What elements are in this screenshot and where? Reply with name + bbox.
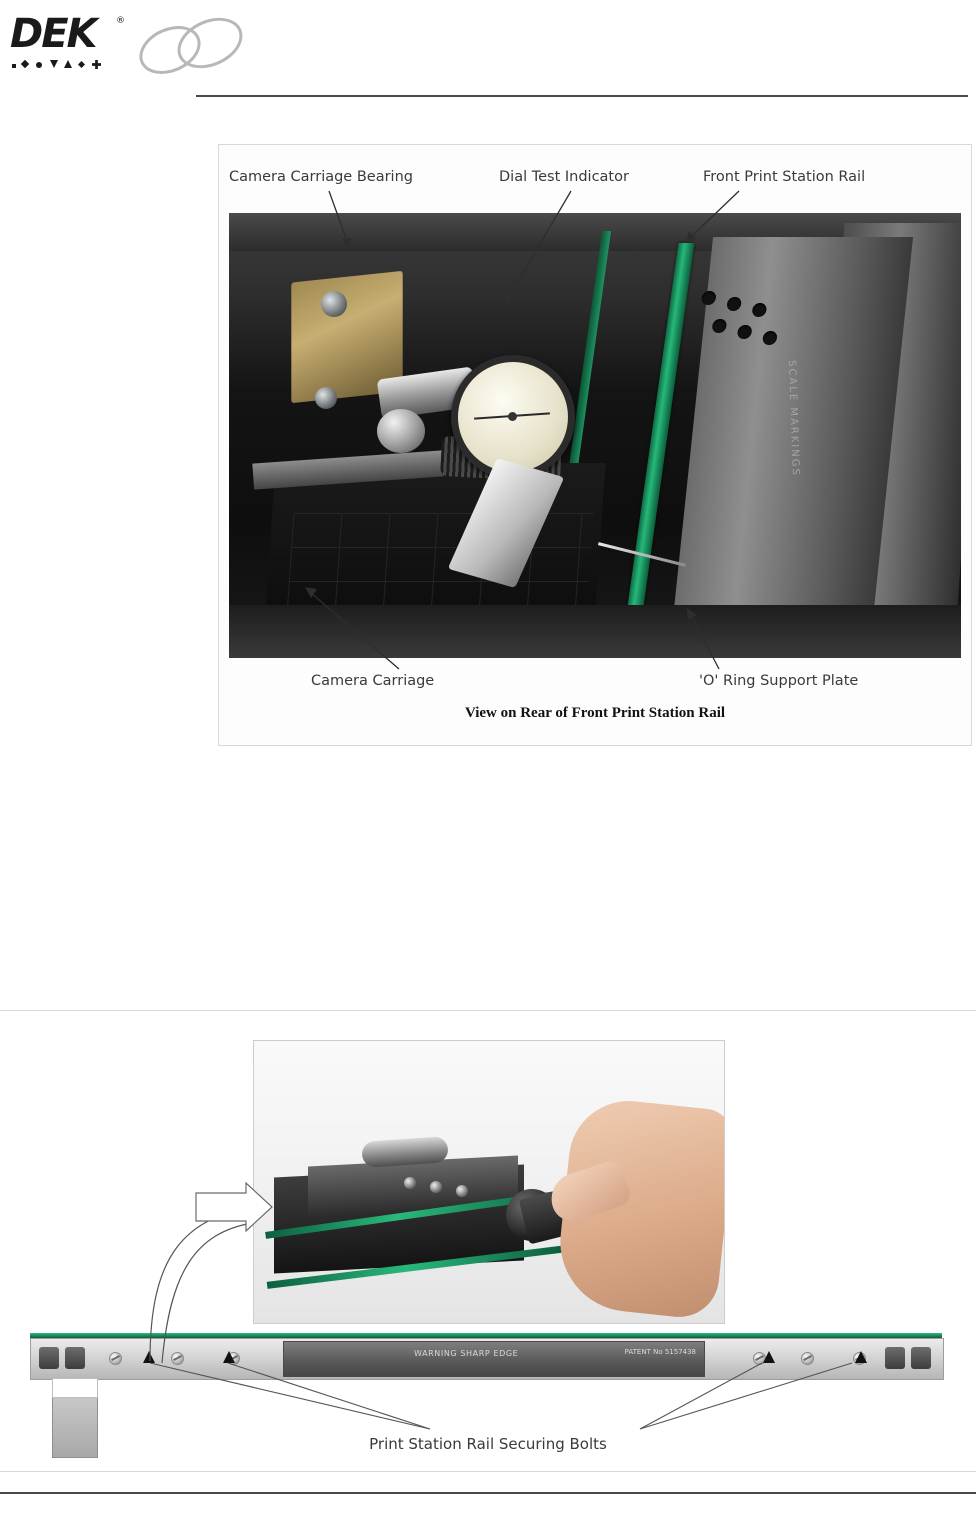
label-front-print-station-rail: Front Print Station Rail bbox=[703, 169, 866, 185]
photo-bearing-bolt-lower bbox=[315, 387, 337, 409]
figure-one-photograph bbox=[229, 213, 961, 658]
label-camera-carriage: Camera Carriage bbox=[311, 673, 435, 689]
photo-ball-joint bbox=[377, 409, 425, 453]
figure-print-station-rail bbox=[0, 1010, 976, 1472]
photo-rail-engraving: SCALE MARKINGS bbox=[785, 359, 801, 478]
rail-support-leg-bracket bbox=[52, 1378, 98, 1398]
securing-bolt-marker-1 bbox=[143, 1351, 155, 1363]
securing-bolt-marker-4 bbox=[855, 1351, 867, 1363]
photo-dial-test-indicator-face bbox=[451, 355, 575, 479]
inset-bolt-1 bbox=[404, 1177, 416, 1189]
label-dial-test-indicator: Dial Test Indicator bbox=[499, 169, 629, 185]
logo-triangle-up-icon bbox=[64, 60, 72, 68]
rail-end-block-left-2 bbox=[65, 1347, 85, 1369]
rail-screw-11 bbox=[801, 1352, 814, 1365]
logo-circle-icon bbox=[36, 62, 42, 68]
securing-bolt-marker-2 bbox=[223, 1351, 235, 1363]
rail-patent-text: PATENT No 5157438 bbox=[624, 1348, 696, 1356]
inset-bolt-3 bbox=[456, 1185, 468, 1197]
footer-divider bbox=[0, 1492, 976, 1494]
header-divider bbox=[196, 95, 968, 97]
figure-dial-test-indicator bbox=[218, 144, 972, 746]
figure-two-inset-photograph bbox=[253, 1040, 725, 1324]
logo-wordmark: DEK bbox=[10, 11, 96, 57]
rail-screw-2 bbox=[171, 1352, 184, 1365]
dek-logo bbox=[8, 10, 258, 80]
figure-one-title: View on Rear of Front Print Station Rail bbox=[464, 705, 726, 721]
rail-end-block-right-2 bbox=[911, 1347, 931, 1369]
rail-screw-1 bbox=[109, 1352, 122, 1365]
page-header bbox=[0, 0, 976, 104]
logo-rhombus-icon bbox=[78, 61, 85, 68]
logo-registered-mark: ® bbox=[116, 16, 125, 26]
photo-lower-shadow bbox=[229, 605, 961, 658]
photo-dial-hub bbox=[508, 412, 517, 421]
rail-warning-text: WARNING SHARP EDGE bbox=[414, 1349, 519, 1358]
logo-diamond-icon bbox=[21, 60, 29, 68]
inset-bolt-2 bbox=[430, 1181, 442, 1193]
logo-cross-icon bbox=[92, 60, 101, 69]
logo-square-icon bbox=[12, 64, 16, 68]
rail-end-block-left-1 bbox=[39, 1347, 59, 1369]
figure-two-caption: Print Station Rail Securing Bolts bbox=[369, 1435, 607, 1453]
logo-infinity-rings-icon bbox=[136, 16, 246, 78]
label-o-ring-support-plate: 'O' Ring Support Plate bbox=[699, 673, 859, 689]
logo-triangle-down-icon bbox=[50, 60, 58, 68]
rail-assembly-diagram bbox=[14, 1333, 960, 1409]
rail-center-cover bbox=[283, 1341, 705, 1377]
rail-end-block-right-1 bbox=[885, 1347, 905, 1369]
photo-rail-hole-pattern bbox=[695, 291, 812, 351]
logo-symbol-row bbox=[12, 58, 124, 70]
label-camera-carriage-bearing: Camera Carriage Bearing bbox=[229, 169, 413, 185]
rail-body bbox=[30, 1338, 944, 1380]
securing-bolt-marker-3 bbox=[763, 1351, 775, 1363]
photo-bearing-bolt-upper bbox=[321, 291, 347, 317]
